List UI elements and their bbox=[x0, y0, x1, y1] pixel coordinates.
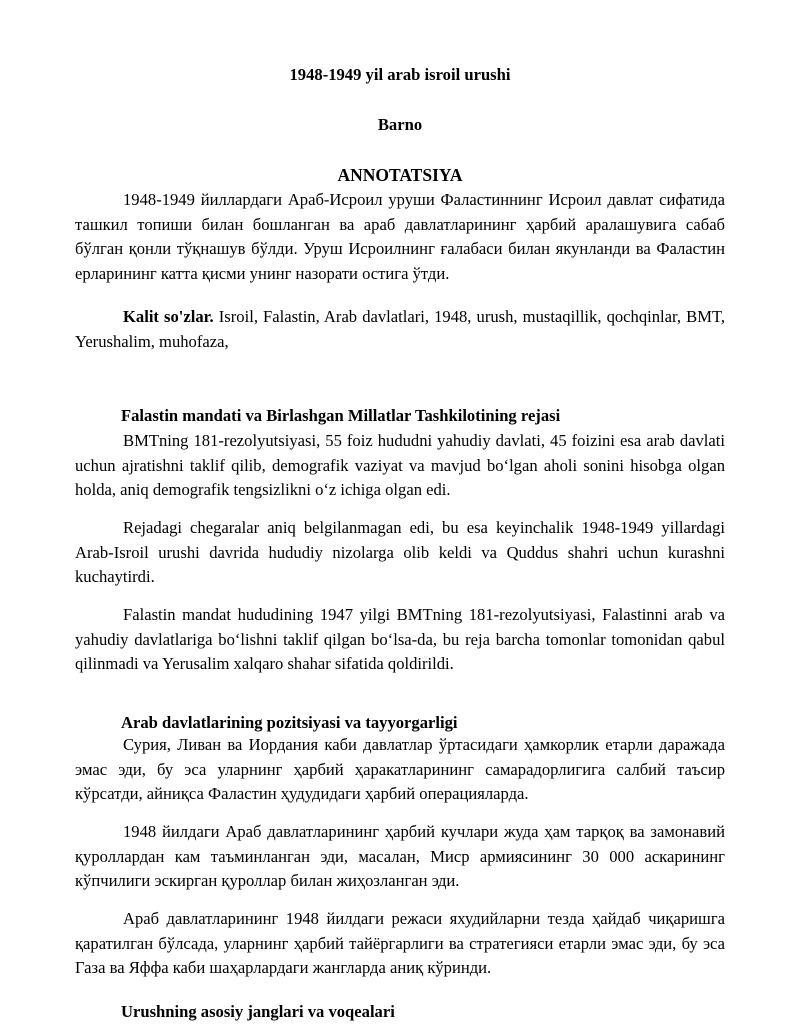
keywords-paragraph bbox=[75, 305, 725, 354]
paragraph-mandate-2: Rejadagi chegaralar aniq belgilanmagan edi, bu esa keyinchalik 1948-1949 yillardagi Arab-Isroil urushi davrida hududiy nizolarga olib keldi va Quddus shahri uchun kurashni kuchaytirdi. bbox=[75, 518, 725, 586]
keywords-label: Kalit so'zlar. bbox=[123, 307, 214, 326]
keywords-text: Isroil, Falastin, Arab davlatlari, 1948, urush, mustaqillik, qochqinlar, BMT, Yerushalim, muhofaza, bbox=[75, 307, 725, 351]
author-name: Barno bbox=[377, 115, 423, 134]
section-heading-battles: Urushning asosiy janglari va voqealari bbox=[121, 1002, 395, 1021]
paragraph-arab-states-3: Араб давлатларининг 1948 йилдаги режаси яхудийларни тезда ҳайдаб чиқаришга қаратилган бўлсада, уларнинг ҳарбий тайёргарлиги ва стратегияси етарли эмас эди, бу эса Газа ва Яффа каби шаҳарлардаги жангларда аниқ кўринди. bbox=[75, 909, 725, 977]
section-heading-mandate: Falastin mandati va Birlashgan Millatlar Tashkilotining rejasi bbox=[121, 406, 561, 425]
paragraph-arab-states-1: Сурия, Ливан ва Иордания каби давлатлар ўртасидаги ҳамкорлик етарли даражада эмас эди, бу эса уларнинг ҳарбий ҳаракатларининг самарадорлигига салбий таъсир кўрсатди, айниқса Фаластин ҳудудидаги ҳарбий операцияларда. bbox=[75, 735, 725, 803]
annotation-paragraph: 1948-1949 йиллардаги Араб-Исроил уруши Фаластиннинг Исроил давлат сифатида ташкил топиши билан бошланган ва араб давлатларининг ҳарбий аралашувига сабаб бўлган қонли тўқнашув бўлди. Уруш Исроилнинг ғалабаси билан якунланди ва Фаластин ерларининг катта қисми унинг назорати остига ўтди. bbox=[75, 190, 725, 283]
annotation-heading: ANNOTATSIYA bbox=[337, 165, 463, 185]
document-title: 1948-1949 yil arab isroil urushi bbox=[289, 65, 511, 84]
section-heading-arab-states: Arab davlatlarining pozitsiyasi va tayyorgarligi bbox=[121, 713, 458, 732]
paragraph-arab-states-2: 1948 йилдаги Араб давлатларининг ҳарбий кучлари жуда ҳам тарқоқ ва замонавий қуроллардан кам таъминланган эди, масалан, Миср армиясининг 30 000 аскарининг кўпчилиги эскирган қуроллар билан жиҳозланган эди. bbox=[75, 822, 725, 890]
paragraph-mandate-3: Falastin mandat hududining 1947 yilgi BMTning 181-rezolyutsiyasi, Falastinni arab va yahudiy davlatlariga bo‘lishni taklif qilgan bo‘lsa-da, bu reja barcha tomonlar tomonidan qabul qilinmadi va Yerusalim xalqaro shahar sifatida qoldirildi. bbox=[75, 605, 725, 673]
paragraph-mandate-1: BMTning 181-rezolyutsiyasi, 55 foiz hududni yahudiy davlati, 45 foizini esa arab davlati uchun ajratishni taklif qilib, demografik vaziyat va mavjud bo‘lgan aholi sonini hisobga olgan holda, aniq demografik tengsizlikni o‘z ichiga olgan edi. bbox=[75, 431, 725, 499]
